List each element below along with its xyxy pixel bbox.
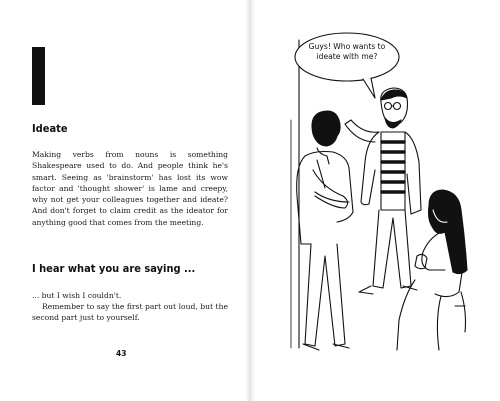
paragraph-line-1: ... but I wish I couldn't. xyxy=(32,291,122,300)
speech-bubble-text: Guys! Who wants to ideate with me? xyxy=(308,42,386,61)
decorative-bar xyxy=(32,47,45,105)
man-arms-crossed xyxy=(297,111,353,350)
section-heading-i-hear: I hear what you are saying ... xyxy=(32,262,196,275)
paragraph-line-2: Remember to say the first part out loud, but the second part just to yourself. xyxy=(32,302,228,323)
paragraph-ideate: Making verbs from nouns is something Shakespeare used to do. And people think he's smart. Seeing as 'brainstorm' has lost its wow factor and 'thought shower' is lame and creepy, why not get your colleagues together and ideate? And don't forget to claim credit as the ideator for anything good that comes from the meeting. xyxy=(32,150,228,227)
right-page xyxy=(255,0,500,401)
left-page xyxy=(0,0,245,401)
section-heading-ideate: Ideate xyxy=(32,122,68,135)
man-striped-shirt xyxy=(345,88,421,294)
page-number: 43 xyxy=(116,349,127,358)
woman-seated xyxy=(397,190,467,350)
book-gutter xyxy=(245,0,255,401)
